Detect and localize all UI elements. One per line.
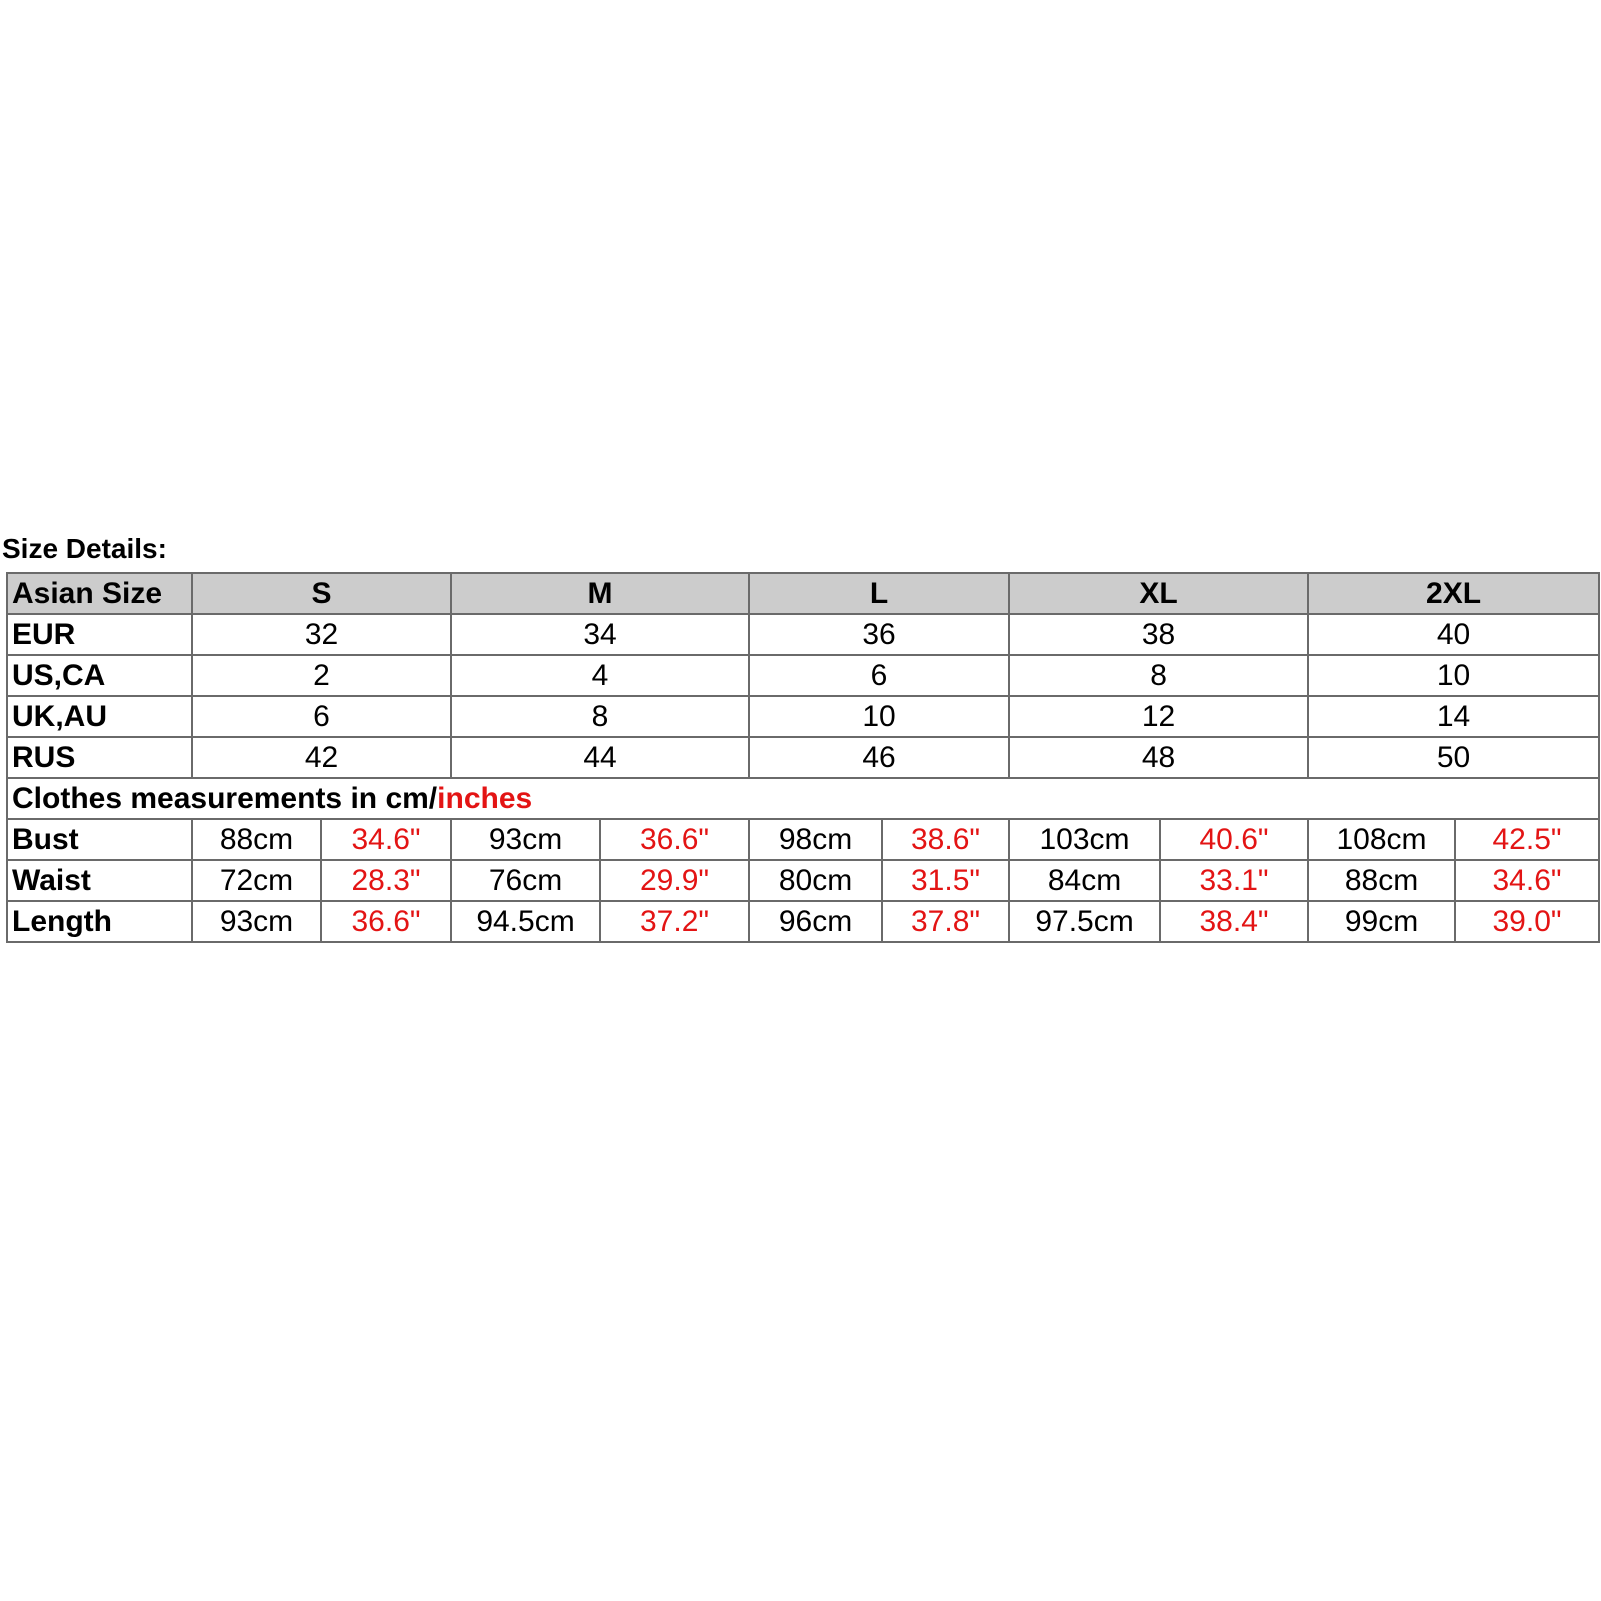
size-value-cell: 42	[192, 737, 451, 778]
cm-value-cell: 88cm	[1308, 860, 1455, 901]
table-row	[7, 696, 1599, 737]
cm-value-cell: 76cm	[451, 860, 600, 901]
size-header-cell: S	[192, 573, 451, 614]
cm-value-cell: 84cm	[1009, 860, 1160, 901]
table-header-row	[7, 573, 1599, 614]
row-label: Length	[7, 901, 192, 942]
cm-value-cell: 93cm	[192, 901, 321, 942]
cm-value-cell: 97.5cm	[1009, 901, 1160, 942]
size-header-cell: 2XL	[1308, 573, 1599, 614]
measurements-heading-prefix: Clothes measurements in cm/	[12, 782, 438, 815]
table-row	[7, 737, 1599, 778]
size-chart-table	[6, 572, 1600, 943]
size-value-cell: 14	[1308, 696, 1599, 737]
size-value-cell: 32	[192, 614, 451, 655]
size-value-cell: 34	[451, 614, 749, 655]
cm-value-cell: 99cm	[1308, 901, 1455, 942]
cm-value-cell: 88cm	[192, 819, 321, 860]
cm-value-cell: 93cm	[451, 819, 600, 860]
inch-value-cell: 38.4"	[1160, 901, 1308, 942]
inch-value-cell: 42.5"	[1455, 819, 1599, 860]
inch-value-cell: 39.0"	[1455, 901, 1599, 942]
size-value-cell: 12	[1009, 696, 1308, 737]
header-label: Asian Size	[7, 573, 192, 614]
table-row	[7, 901, 1599, 942]
cm-value-cell: 94.5cm	[451, 901, 600, 942]
size-value-cell: 8	[451, 696, 749, 737]
table-row	[7, 860, 1599, 901]
size-value-cell: 4	[451, 655, 749, 696]
measurements-heading	[7, 778, 1599, 819]
size-value-cell: 8	[1009, 655, 1308, 696]
size-value-cell: 46	[749, 737, 1009, 778]
measurements-heading-row	[7, 778, 1599, 819]
size-value-cell: 2	[192, 655, 451, 696]
cm-value-cell: 96cm	[749, 901, 882, 942]
inch-value-cell: 36.6"	[321, 901, 451, 942]
inch-value-cell: 37.8"	[882, 901, 1009, 942]
size-value-cell: 48	[1009, 737, 1308, 778]
size-value-cell: 38	[1009, 614, 1308, 655]
row-label: Waist	[7, 860, 192, 901]
table-row	[7, 819, 1599, 860]
size-header-cell: L	[749, 573, 1009, 614]
size-header-cell: XL	[1009, 573, 1308, 614]
inch-value-cell: 36.6"	[600, 819, 749, 860]
table-row	[7, 655, 1599, 696]
cm-value-cell: 72cm	[192, 860, 321, 901]
row-label: EUR	[7, 614, 192, 655]
size-value-cell: 36	[749, 614, 1009, 655]
inch-value-cell: 29.9"	[600, 860, 749, 901]
size-value-cell: 6	[192, 696, 451, 737]
size-value-cell: 10	[749, 696, 1009, 737]
inch-value-cell: 31.5"	[882, 860, 1009, 901]
size-header-cell: M	[451, 573, 749, 614]
inch-value-cell: 28.3"	[321, 860, 451, 901]
size-value-cell: 50	[1308, 737, 1599, 778]
inch-value-cell: 34.6"	[321, 819, 451, 860]
size-value-cell: 10	[1308, 655, 1599, 696]
table-row	[7, 614, 1599, 655]
cm-value-cell: 98cm	[749, 819, 882, 860]
page-title: Size Details:	[2, 533, 167, 564]
row-label: RUS	[7, 737, 192, 778]
inch-value-cell: 37.2"	[600, 901, 749, 942]
cm-value-cell: 80cm	[749, 860, 882, 901]
row-label: Bust	[7, 819, 192, 860]
measurements-heading-highlight: inches	[437, 782, 533, 815]
inch-value-cell: 34.6"	[1455, 860, 1599, 901]
row-label: UK,AU	[7, 696, 192, 737]
inch-value-cell: 33.1"	[1160, 860, 1308, 901]
size-value-cell: 40	[1308, 614, 1599, 655]
inch-value-cell: 38.6"	[882, 819, 1009, 860]
cm-value-cell: 103cm	[1009, 819, 1160, 860]
size-value-cell: 6	[749, 655, 1009, 696]
inch-value-cell: 40.6"	[1160, 819, 1308, 860]
cm-value-cell: 108cm	[1308, 819, 1455, 860]
row-label: US,CA	[7, 655, 192, 696]
size-value-cell: 44	[451, 737, 749, 778]
